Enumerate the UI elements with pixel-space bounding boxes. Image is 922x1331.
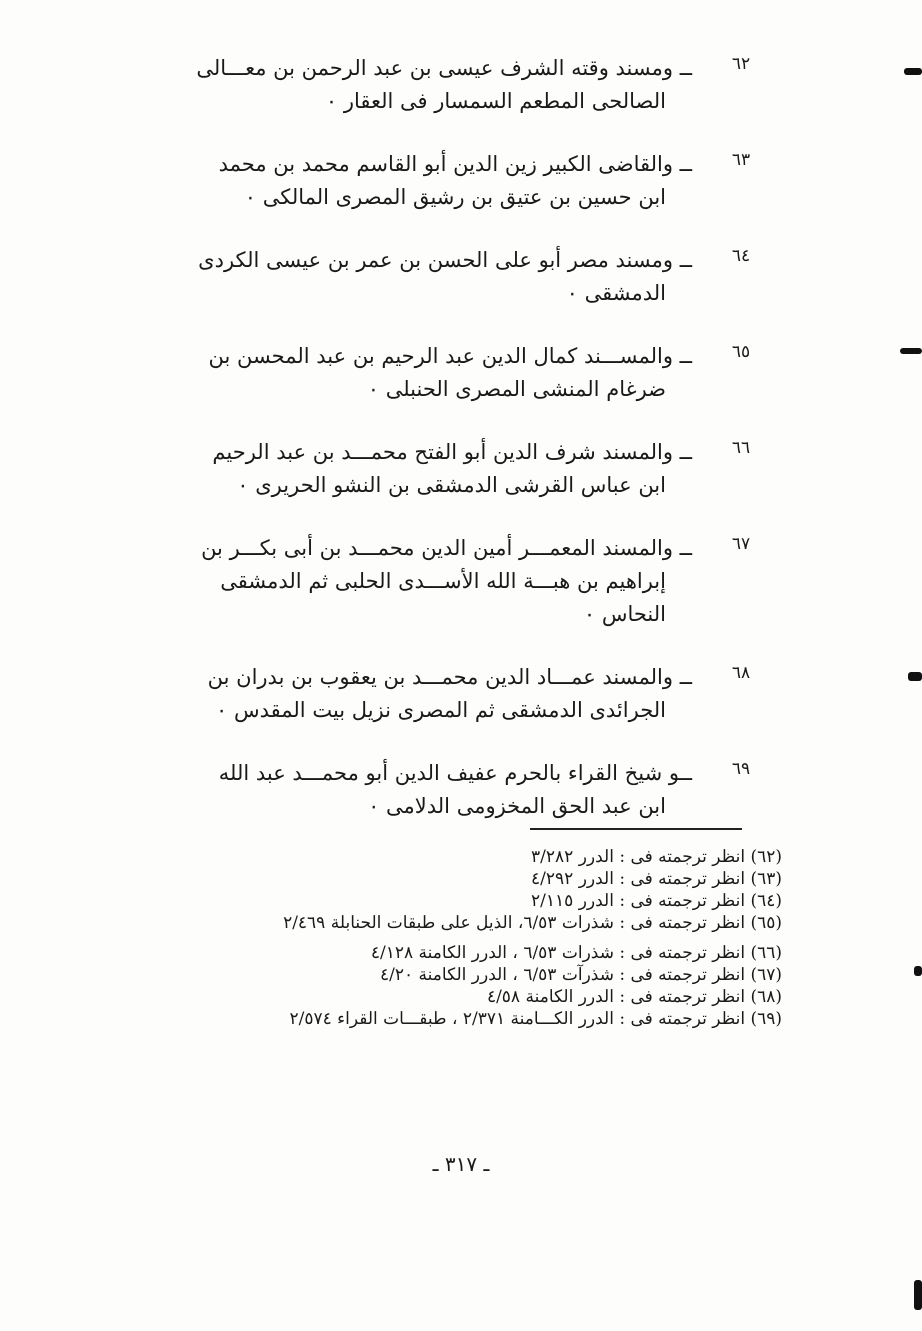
entry-text xyxy=(150,436,692,502)
entry-line: ــ والمســـند كمال الدين عبد الرحيم بن عبد المحسن بن xyxy=(208,344,692,368)
entry-text xyxy=(150,757,692,823)
binding-mark xyxy=(904,68,922,75)
entry-line: ابن حسين بن عتيق بن رشيق المصرى المالكى ٠ xyxy=(244,185,666,209)
entry-number: ٦٤ xyxy=(731,246,751,266)
entry-text xyxy=(150,148,692,214)
entry-line: الجرائدى الدمشقى ثم المصرى نزيل بيت المقدس ٠ xyxy=(216,698,666,722)
entry-text xyxy=(150,340,692,406)
footnote: (٦٧) انظر ترجمته فى : شذرآت ٦/٥٣ ، الدرر الكامنة ٤/٢٠ xyxy=(380,965,782,985)
entry-line: النحاس ٠ xyxy=(583,602,666,626)
entry-line: ــ والمسند شرف الدين أبو الفتح محمـــد بن عبد الرحيم xyxy=(212,440,692,464)
entry-line: الصالحى المطعم السمسار فى العقار ٠ xyxy=(325,89,666,113)
footnote: (٦٢) انظر ترجمته فى : الدرر ٣/٢٨٢ xyxy=(531,847,782,867)
footnotes xyxy=(160,846,782,1030)
entry-62 xyxy=(150,52,762,118)
entry-line: ــ والقاضى الكبير زين الدين أبو القاسم محمد بن محمد xyxy=(218,152,692,176)
footnote: (٦٤) انظر ترجمته فى : الدرر ٢/١١٥ xyxy=(531,891,782,911)
entry-line: ــ ومسند وقته الشرف عيسى بن عبد الرحمن بن معـــالى xyxy=(196,56,692,80)
entry-number: ٦٥ xyxy=(731,342,751,362)
entry-number: ٦٩ xyxy=(731,759,751,779)
footnote: (٦٦) انظر ترجمته فى : شذرات ٦/٥٣ ، الدرر الكامنة ٤/١٢٨ xyxy=(370,943,782,963)
entry-line: ضرغام المنشى المصرى الحنبلى ٠ xyxy=(367,377,666,401)
binding-mark xyxy=(914,966,922,976)
entry-64 xyxy=(150,244,762,310)
entry-63 xyxy=(150,148,762,214)
entry-number: ٦٧ xyxy=(731,534,751,554)
page-number: ـ ٣١٧ ـ xyxy=(432,1152,490,1176)
footnote-gap xyxy=(160,934,782,942)
entry-line: ــ والمسند عمـــاد الدين محمـــد بن يعقوب بن بدران بن xyxy=(207,665,692,689)
entry-text xyxy=(150,244,692,310)
entry-67 xyxy=(150,532,762,631)
footnote: (٦٣) انظر ترجمته فى : الدرر ٤/٢٩٢ xyxy=(531,869,782,889)
binding-mark xyxy=(908,672,922,681)
footnote: (٦٩) انظر ترجمته فى : الدرر الكـــامنة ٢/٣٧١ ، طبقـــات القراء ٢/٥٧٤ xyxy=(289,1009,782,1029)
entry-text xyxy=(150,532,692,631)
entry-line: ــ ومسند مصر أبو على الحسن بن عمر بن عيسى الكردى xyxy=(198,248,692,272)
entry-text xyxy=(150,52,692,118)
binding-mark xyxy=(900,348,922,354)
entry-69 xyxy=(150,757,762,823)
entry-line: الدمشقى ٠ xyxy=(566,281,666,305)
entry-line: ــ والمسند المعمـــر أمين الدين محمـــد بن أبى بكـــر بن xyxy=(201,536,692,560)
entry-66 xyxy=(150,436,762,502)
binding-mark xyxy=(914,1280,922,1310)
entry-line: ــو شيخ القراء بالحرم عفيف الدين أبو محمـــد عبد الله xyxy=(218,761,692,785)
entry-number: ٦٦ xyxy=(731,438,751,458)
entry-68 xyxy=(150,661,762,727)
entry-line: ابن عبد الحق المخزومى الدلامى ٠ xyxy=(368,794,666,818)
entry-65 xyxy=(150,340,762,406)
footnote-separator xyxy=(530,828,742,830)
entry-line: ابن عباس القرشى الدمشقى بن النشو الحريرى ٠ xyxy=(237,473,666,497)
entry-number: ٦٨ xyxy=(731,663,751,683)
entry-line: إبراهيم بن هبـــة الله الأســـدى الحلبى ثم الدمشقى xyxy=(220,569,666,593)
entry-number: ٦٣ xyxy=(731,150,751,170)
footnote: (٦٨) انظر ترجمته فى : الدرر الكامنة ٤/٥٨ xyxy=(486,987,782,1007)
entry-number: ٦٢ xyxy=(731,54,751,74)
entries-list xyxy=(150,52,762,853)
footnote: (٦٥) انظر ترجمته فى : شذرات ٦/٥٣، الذيل على طبقات الحنابلة ٢/٤٦٩ xyxy=(283,913,782,933)
entry-text xyxy=(150,661,692,727)
